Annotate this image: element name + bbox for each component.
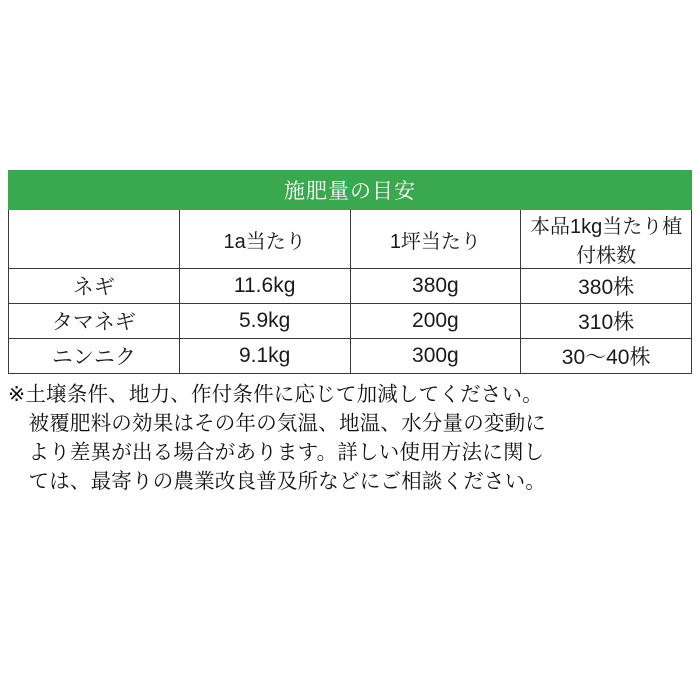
table-header-row: [9, 210, 692, 269]
cell-crop-negi: ネギ: [9, 269, 180, 304]
note-line-1: ※土壌条件、地力、作付条件に応じて加減してください。: [8, 383, 543, 406]
table-title-row: [9, 171, 692, 210]
note-line-3: より差異が出る場合があります。詳しい使用方法に関し: [28, 441, 545, 465]
table-title: 施肥量の目安: [9, 171, 692, 210]
cell-tamanegi-plants-per-kg: 310株: [521, 304, 692, 339]
cell-ninniku-per-tsubo: 300g: [350, 339, 521, 374]
cell-negi-plants-per-kg: 380株: [521, 269, 692, 304]
table-row: [9, 304, 692, 339]
cell-crop-tamanegi: タマネギ: [9, 304, 180, 339]
usage-note: [8, 380, 692, 496]
table-row: [9, 339, 692, 374]
cell-ninniku-plants-per-kg: 30〜40株: [521, 339, 692, 374]
note-line-4: ては、最寄りの農業改良普及所などにご相談ください。: [28, 470, 546, 494]
column-header-plants-per-kg: 本品1kg当たり植付株数: [521, 210, 692, 269]
cell-tamanegi-per-tsubo: 200g: [350, 304, 521, 339]
cell-negi-per-a: 11.6kg: [179, 269, 350, 304]
cell-ninniku-per-a: 9.1kg: [179, 339, 350, 374]
fertilizer-amount-table: [8, 170, 692, 374]
cell-tamanegi-per-a: 5.9kg: [179, 304, 350, 339]
column-header-crop: [9, 210, 180, 269]
column-header-per-a: 1a当たり: [179, 210, 350, 269]
note-line-2: 被覆肥料の効果はその年の気温、地温、水分量の変動に: [28, 412, 546, 436]
table-row: [9, 269, 692, 304]
cell-crop-ninniku: ニンニク: [9, 339, 180, 374]
cell-negi-per-tsubo: 380g: [350, 269, 521, 304]
column-header-per-tsubo: 1坪当たり: [350, 210, 521, 269]
fertilizer-guide-block: [8, 170, 692, 496]
